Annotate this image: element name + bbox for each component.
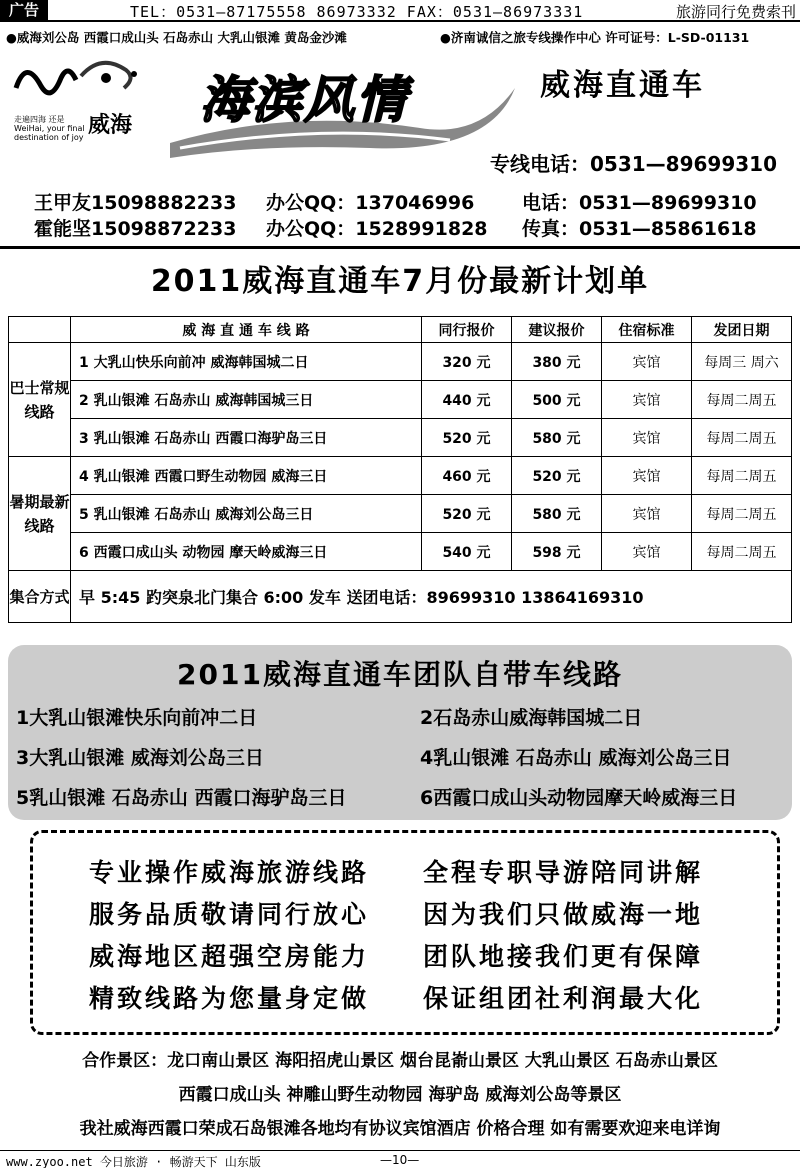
peer-price: 520 元 (422, 495, 512, 533)
peer-price: 440 元 (422, 381, 512, 419)
peer-price: 540 元 (422, 533, 512, 571)
slogan-text: 威海地区超强空房能力 (89, 942, 370, 971)
peer-price: 520 元 (422, 419, 512, 457)
top-bar (0, 0, 800, 22)
header-hotel: 住宿标准 (602, 317, 692, 343)
departure-dates: 每周三 周六 (692, 343, 792, 381)
slogan-box (30, 830, 780, 1035)
tel-fax-line: TEL：0531—87175558 86973332 FAX：0531—86973331 (130, 3, 584, 21)
partner-line: 合作景区：龙口南山景区 海阳招虎山景区 烟台昆嵛山景区 大乳山景区 石岛赤山景区 (82, 1051, 718, 1071)
ad-tag: 广告 (0, 0, 48, 20)
header-route: 威 海 直 通 车 线 路 (71, 317, 422, 343)
gather-info: 早 5:45 趵突泉北门集合 6:00 发车 送团电话：89699310 13864169310 (71, 571, 792, 623)
page-number: —10— (380, 1153, 420, 1167)
departure-dates: 每周二周五 (692, 381, 792, 419)
slogan-text: 因为我们只做威海一地 (423, 900, 704, 929)
slogan-text: 专业操作威海旅游线路 (89, 858, 370, 887)
group-label: 暑期最新线路 (9, 457, 71, 571)
divider (0, 246, 800, 249)
gather-row (9, 571, 792, 623)
slogan-text: 保证组团社利润最大化 (423, 984, 704, 1013)
footer-site: www.zyoo.net 今日旅游 · 畅游天下 山东版 (6, 1155, 261, 1168)
hotel-standard: 宾馆 (602, 533, 692, 571)
table-row (9, 495, 792, 533)
table-row (9, 381, 792, 419)
table-row (9, 533, 792, 571)
route-name: 6 西霞口成山头 动物园 摩天岭威海三日 (71, 533, 422, 571)
team-route: 2石岛赤山威海韩国城二日 (420, 707, 643, 729)
header-dates: 发团日期 (692, 317, 792, 343)
logo-swirl-icon (6, 48, 166, 118)
hotel-standard: 宾馆 (602, 381, 692, 419)
logo-name: 威海 (88, 113, 133, 138)
contact-row (34, 216, 794, 242)
peer-price: 460 元 (422, 457, 512, 495)
team-route: 6西霞口成山头动物园摩天岭威海三日 (420, 787, 738, 809)
contact-person: 王甲友15098882233 (34, 192, 237, 214)
agency-license-line: ●济南诚信之旅专线操作中心 许可证号：L-SD-01131 (440, 30, 750, 45)
team-title: 2011威海直通车团队自带车线路 (177, 658, 623, 691)
suggest-price: 580 元 (512, 495, 602, 533)
table-header-row (9, 317, 792, 343)
team-route: 1大乳山银滩快乐向前冲二日 (16, 707, 258, 729)
contact-qq: 办公QQ：137046996 (266, 192, 475, 214)
scenic-spots-line: ●威海刘公岛 西霞口成山头 石岛赤山 大乳山银滩 黄岛金沙滩 (6, 30, 347, 45)
departure-dates: 每周二周五 (692, 457, 792, 495)
team-route: 5乳山银滩 石岛赤山 西霞口海驴岛三日 (16, 787, 347, 809)
partner-line: 我社威海西霞口荣成石岛银滩各地均有协议宾馆酒店 价格合理 如有需要欢迎来电详询 (79, 1119, 721, 1139)
suggest-price: 598 元 (512, 533, 602, 571)
suggest-price: 520 元 (512, 457, 602, 495)
departure-dates: 每周二周五 (692, 533, 792, 571)
suggest-price: 380 元 (512, 343, 602, 381)
team-route: 3大乳山银滩 威海刘公岛三日 (16, 747, 264, 769)
partner-line: 西霞口成山头 神雕山野生动物园 海驴岛 威海刘公岛等景区 (178, 1085, 622, 1105)
contacts (34, 190, 794, 242)
banner-title: 海滨风情 (200, 70, 408, 129)
plan-title: 2011威海直通车7月份最新计划单 (150, 264, 650, 299)
slogan-text: 精致线路为您量身定做 (89, 984, 370, 1013)
suggest-price: 500 元 (512, 381, 602, 419)
table-row (9, 457, 792, 495)
slogan-text: 服务品质敬请同行放心 (89, 900, 370, 929)
departure-dates: 每周二周五 (692, 419, 792, 457)
hotel-standard: 宾馆 (602, 495, 692, 533)
hotel-standard: 宾馆 (602, 419, 692, 457)
route-name: 3 乳山银滩 石岛赤山 西霞口海驴岛三日 (71, 419, 422, 457)
header-empty (9, 317, 71, 343)
contact-row (34, 190, 794, 216)
route-name: 2 乳山银滩 石岛赤山 威海韩国城三日 (71, 381, 422, 419)
hotline: 专线电话：0531—89699310 (490, 152, 777, 176)
gather-label: 集合方式 (9, 571, 71, 623)
slogan-text: 团队地接我们更有保障 (423, 942, 704, 971)
direct-bus-title: 威海直通车 (540, 68, 705, 103)
departure-dates: 每周二周五 (692, 495, 792, 533)
footer (0, 1150, 800, 1168)
group-label: 巴士常规线路 (9, 343, 71, 457)
logo-slogan: 走遍四海 还是 WeiHai, your final destination of joy (14, 115, 85, 142)
weihai-logo (6, 48, 166, 158)
contact-fax: 传真：0531—85861618 (522, 218, 757, 240)
table-row (9, 343, 792, 381)
hotel-standard: 宾馆 (602, 343, 692, 381)
contact-phone: 电话：0531—89699310 (522, 192, 757, 214)
header-peer-price: 同行报价 (422, 317, 512, 343)
suggest-price: 580 元 (512, 419, 602, 457)
hotel-standard: 宾馆 (602, 457, 692, 495)
contact-qq: 办公QQ：1528991828 (266, 218, 488, 240)
free-index-note: 旅游同行免费索刊 (675, 3, 796, 21)
plan-table (8, 316, 792, 623)
contact-person: 霍能坚15098872233 (34, 218, 237, 240)
header-suggest-price: 建议报价 (512, 317, 602, 343)
slogan-text: 全程专职导游陪同讲解 (423, 858, 704, 887)
table-row (9, 419, 792, 457)
team-routes-box (8, 645, 792, 820)
peer-price: 320 元 (422, 343, 512, 381)
route-name: 4 乳山银滩 西霞口野生动物园 威海三日 (71, 457, 422, 495)
team-route: 4乳山银滩 石岛赤山 威海刘公岛三日 (420, 747, 732, 769)
route-name: 5 乳山银滩 石岛赤山 威海刘公岛三日 (71, 495, 422, 533)
banner (170, 48, 530, 168)
route-name: 1 大乳山快乐向前冲 威海韩国城二日 (71, 343, 422, 381)
